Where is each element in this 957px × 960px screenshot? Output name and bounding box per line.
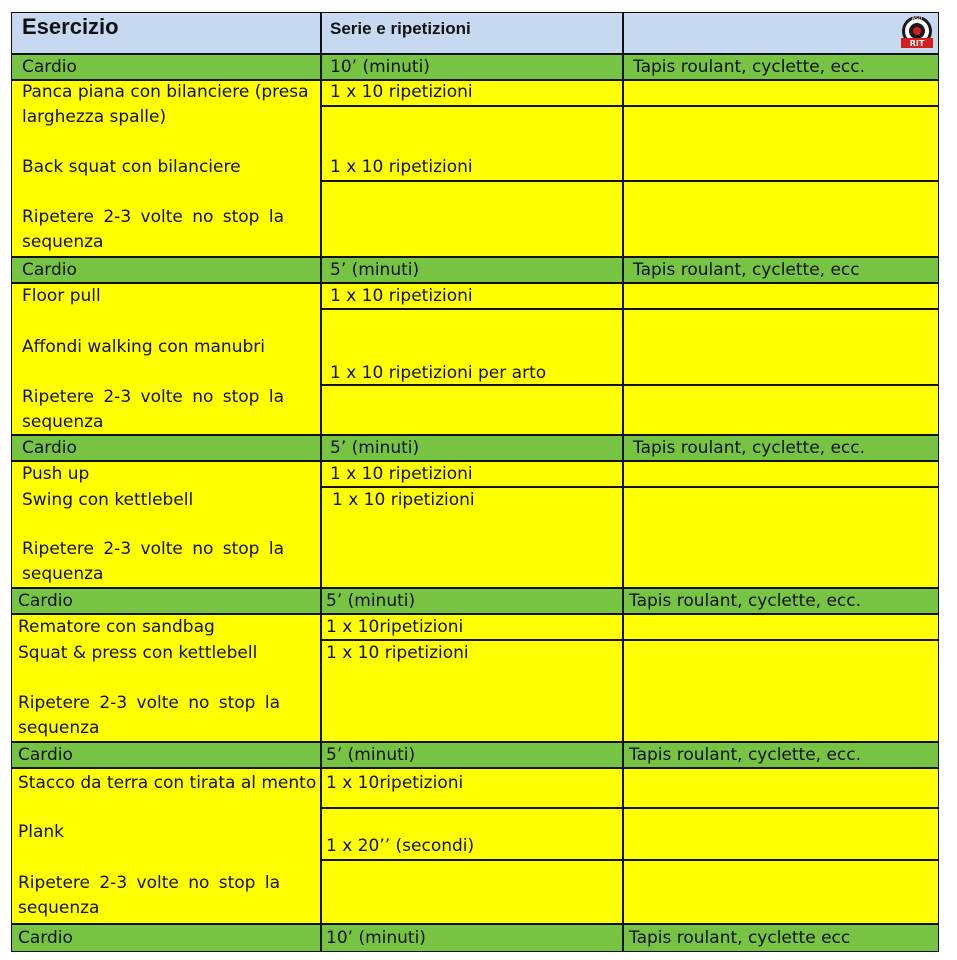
cardio-duration: 10’ (minuti): [330, 57, 430, 77]
exercise-series: 1 x 20’’ (secondi): [326, 836, 475, 856]
repeat-instruction: Ripetere 2-3 volte no stop la sequenza: [22, 539, 284, 584]
cardio-label: Cardio: [18, 591, 73, 611]
exercise-name: Rematore con sandbag: [18, 617, 215, 637]
block-3-equip-a: [623, 461, 939, 487]
exercise-series: 1 x 10 ripetizioni per arto: [330, 363, 547, 383]
exercise-series: 1 x 10 ripetizioni: [330, 464, 473, 484]
cardio-equipment: Tapis roulant, cyclette, ecc: [633, 260, 860, 280]
cardio-duration: 5’ (minuti): [326, 591, 416, 611]
cardio-equipment: Tapis roulant, cyclette, ecc.: [629, 591, 862, 611]
club-logo: [898, 14, 936, 50]
svg-text:ASD: ASD: [911, 16, 923, 22]
cardio-equipment: Tapis roulant, cyclette, ecc.: [633, 438, 866, 458]
exercise-name: Back squat con bilanciere: [22, 157, 241, 177]
exercise-name: Affondi walking con manubri: [22, 337, 265, 357]
repeat-instruction: Ripetere 2-3 volte no stop la sequenza: [22, 387, 284, 432]
header-exercise: Esercizio: [22, 14, 119, 39]
block-2-equip-b: [623, 309, 939, 385]
svg-text:RIT: RIT: [909, 39, 925, 48]
cardio-label: Cardio: [22, 57, 77, 77]
header-series: Serie e ripetizioni: [330, 19, 471, 38]
block-5-equip-a: [623, 768, 939, 808]
block-1-equip-c: [623, 181, 939, 257]
cardio-equipment: Tapis roulant, cyclette ecc: [629, 928, 851, 948]
block-5-series-c: [321, 860, 623, 924]
cardio-duration: 5’ (minuti): [326, 745, 416, 765]
block-4-equip-a: [623, 614, 939, 640]
cardio-duration: 5’ (minuti): [330, 438, 420, 458]
block-4-equip-b: [623, 640, 939, 742]
header-cell-equipment: [623, 12, 939, 54]
block-5-equip-c: [623, 860, 939, 924]
exercise-series: 1 x 10ripetizioni: [326, 617, 464, 637]
block-1-series-c: [321, 181, 623, 257]
exercise-series: 1 x 10 ripetizioni: [330, 286, 473, 306]
block-5-equip-b: [623, 808, 939, 860]
cardio-duration: 5’ (minuti): [330, 260, 420, 280]
repeat-instruction: Ripetere 2-3 volte no stop la sequenza: [18, 873, 280, 918]
block-3-equip-b: [623, 487, 939, 588]
exercise-series: 1 x 10ripetizioni: [326, 773, 464, 793]
exercise-series: 1 x 10 ripetizioni: [330, 157, 473, 177]
block-2-equip-a: [623, 283, 939, 309]
exercise-name: Plank: [18, 822, 65, 842]
exercise-name: Panca piana con bilanciere (presa larghezza spalle): [22, 82, 309, 127]
cardio-label: Cardio: [18, 745, 73, 765]
cardio-equipment: Tapis roulant, cyclette, ecc.: [633, 57, 866, 77]
block-2-equip-c: [623, 385, 939, 435]
exercise-name: Floor pull: [22, 286, 101, 306]
exercise-name: Push up: [22, 464, 90, 484]
exercise-series: 1 x 10 ripetizioni: [326, 643, 469, 663]
exercise-name: Swing con kettlebell: [22, 490, 194, 510]
cardio-label: Cardio: [22, 438, 77, 458]
cardio-label: Cardio: [22, 260, 77, 280]
block-1-equip-b: [623, 106, 939, 181]
block-2-series-c: [321, 385, 623, 435]
repeat-instruction: Ripetere 2-3 volte no stop la sequenza: [22, 207, 284, 252]
cardio-label: Cardio: [18, 928, 73, 948]
repeat-instruction: Ripetere 2-3 volte no stop la sequenza: [18, 693, 280, 738]
exercise-name: Stacco da terra con tirata al mento: [18, 773, 317, 793]
exercise-name: Squat & press con kettlebell: [18, 643, 258, 663]
cardio-duration: 10’ (minuti): [326, 928, 426, 948]
block-1-equip-a: [623, 80, 939, 106]
exercise-series: 1 x 10 ripetizioni: [332, 490, 475, 510]
exercise-series: 1 x 10 ripetizioni: [330, 82, 473, 102]
cardio-equipment: Tapis roulant, cyclette, ecc.: [629, 745, 862, 765]
